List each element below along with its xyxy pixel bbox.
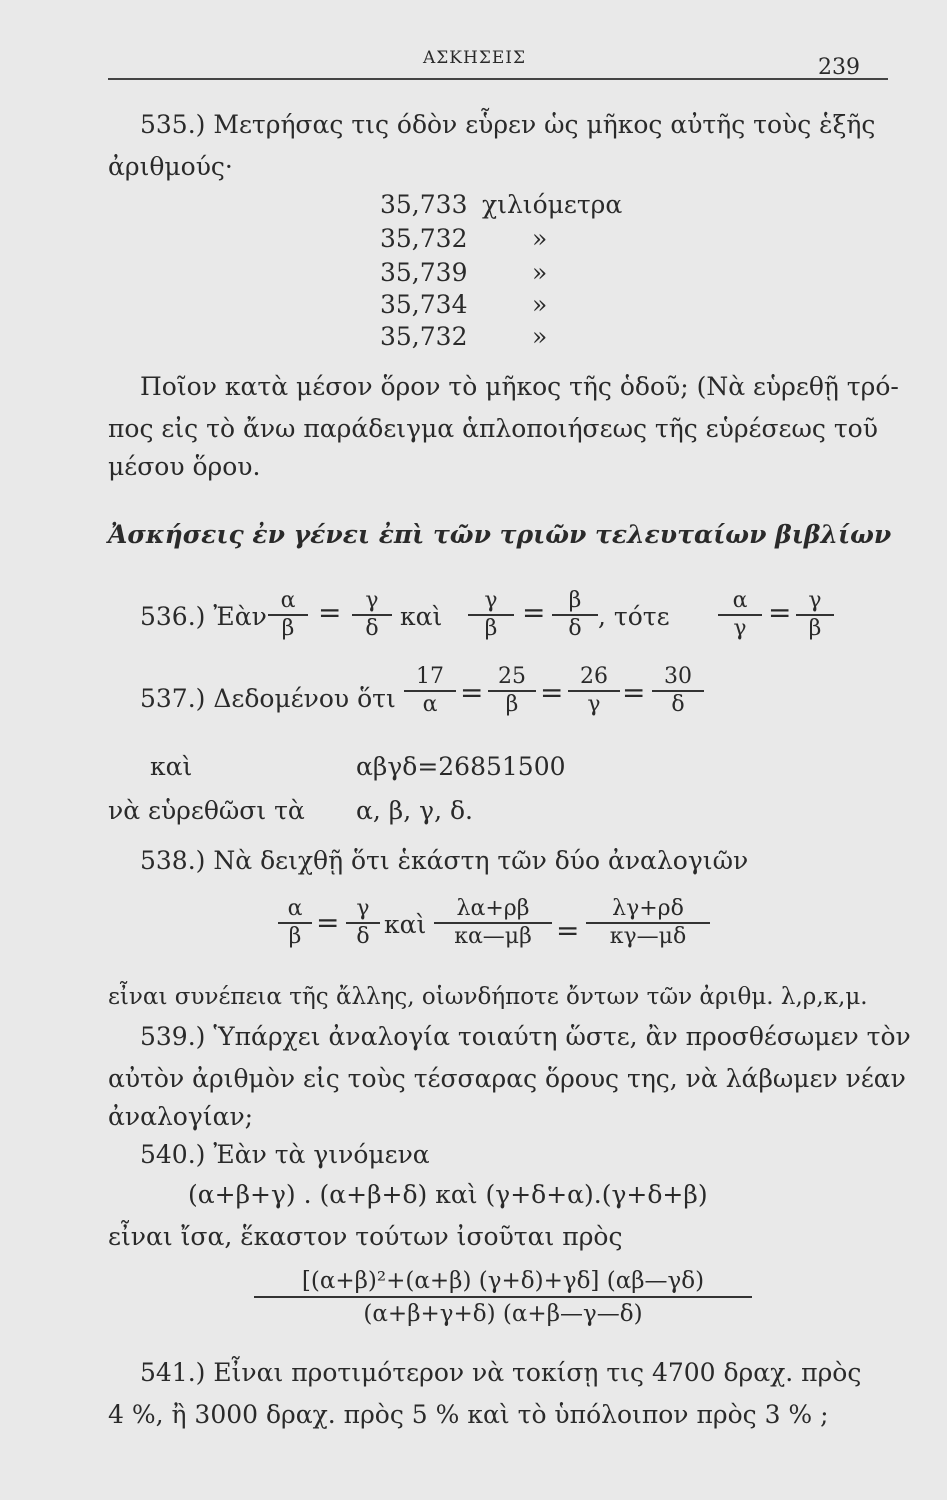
ex537-label: 537.) Δεδομένου ὅτι (140, 684, 396, 713)
measurement-value: 35,732 (380, 322, 468, 351)
ex538-conclusion: εἶναι συνέπεια τῆς ἄλλης, οἱωνδήποτε ὄντων τῶν ἀριθμ. λ,ρ,κ,μ. (108, 984, 868, 1010)
measurement-value: 35,732 (380, 224, 468, 253)
ex540-line3: εἶναι ἴσα, ἕκαστον τούτων ἰσοῦται πρὸς (108, 1222, 623, 1251)
fraction: $\frac{\gamma}{\beta}$ (796, 588, 834, 642)
fraction: $\frac{\alpha}{\gamma}$ (718, 588, 762, 642)
fraction: $\frac{\gamma}{\beta}$ (468, 588, 514, 642)
ex540-line1: 540.) Ἐὰν τὰ γινόμενα (140, 1140, 430, 1169)
ex535-question-line3: μέσου ὅρου. (108, 452, 261, 481)
ex540-products: (α+β+γ) . (α+β+δ) καὶ (γ+δ+α).(γ+δ+β) (188, 1180, 708, 1209)
section-heading: Ἀσκήσεις ἐν γένει ἐπὶ τῶν τριῶν τελευταίων βιβλίων (108, 520, 892, 549)
page-number: 239 (818, 55, 860, 80)
equals-sign: = (540, 676, 564, 709)
ex537-and: καὶ (150, 752, 193, 781)
ex539-line2: αὐτὸν ἀριθμὸν εἰς τοὺς τέσσαρας ὅρους της, νὰ λάβωμεν νέαν (108, 1064, 906, 1093)
big-fraction: $\frac{\text{[(α+β)²+(α+β) (γ+δ)+γδ] (αβ—γδ)}}{(\alpha+\beta+\gamma+\delta) (\alpha+\beta—\gamma—\delta)}$ (254, 1266, 752, 1330)
measurement-unit: » (532, 224, 548, 253)
equals-sign: = (316, 906, 340, 939)
equals-sign: = (522, 596, 546, 629)
fraction: $\frac{\lambda\gamma+\rho\delta}{\kappa\gamma—\mu\delta}$ (586, 896, 710, 950)
measurement-unit: χιλιόμετρα (482, 190, 623, 219)
fraction: $\frac{\gamma}{\delta}$ (352, 588, 392, 642)
measurement-unit: » (532, 258, 548, 287)
ex538-and: καὶ (384, 910, 427, 939)
measurement-value: 35,739 (380, 258, 468, 287)
ex541-line1: 541.) Εἶναι προτιμότερον νὰ τοκίσῃ τις 4700 δραχ. πρὸς (140, 1358, 862, 1387)
fraction: $\frac{\alpha}{\beta}$ (268, 588, 308, 642)
ex535-intro-line1: 535.) Μετρήσας τις όδὸν εὗρεν ὡς μῆκος αὐτῆς τοὺς ἑξῆς (140, 110, 876, 139)
equals-sign: = (318, 596, 342, 629)
fraction: $\frac{17}{\alpha}$ (404, 664, 456, 718)
measurement-unit: » (532, 290, 548, 319)
measurement-value: 35,733 (380, 190, 468, 219)
equals-sign: = (622, 676, 646, 709)
ex541-line2: 4 %, ἢ 3000 δραχ. πρὸς 5 % καὶ τὸ ὑπόλοιπον πρὸς 3 % ; (108, 1400, 829, 1429)
fraction: $\frac{\beta}{\delta}$ (552, 588, 598, 642)
ex535-question-line2: πος εἰς τὸ ἄνω παράδειγμα ἁπλοποιήσεως τῆς εὑρέσεως τοῦ (108, 414, 878, 443)
running-header: ΑΣΚΗΣΕΙΣ (423, 48, 526, 68)
ex539-line1: 539.) Ὑπάρχει ἀναλογία τοιαύτη ὥστε, ἂν προσθέσωμεν τὸν (140, 1022, 911, 1051)
ex537-unknowns: α, β, γ, δ. (356, 796, 473, 825)
ex538-label: 538.) Νὰ δειχθῇ ὅτι ἑκάστη τῶν δύο ἀναλογιῶν (140, 846, 749, 875)
measurement-unit: » (532, 322, 548, 351)
ex537-find: νὰ εὑρεθῶσι τὰ (108, 796, 305, 825)
header-rule (108, 78, 888, 80)
fraction: $\frac{\gamma}{\delta}$ (346, 896, 380, 950)
fraction: $\frac{26}{\gamma}$ (568, 664, 620, 718)
fraction: $\frac{25}{\beta}$ (488, 664, 536, 718)
ex536-and: καὶ (400, 602, 443, 631)
fraction: $\frac{30}{\delta}$ (652, 664, 704, 718)
ex539-line3: ἀναλογίαν; (108, 1102, 254, 1131)
equals-sign: = (556, 914, 580, 947)
ex536-label: 536.) Ἐὰν (140, 602, 267, 631)
ex535-intro-line2: ἀριθμούς· (108, 152, 233, 181)
ex537-product: αβγδ=26851500 (356, 752, 566, 781)
equals-sign: = (460, 676, 484, 709)
fraction: $\frac{\alpha}{\beta}$ (278, 896, 312, 950)
measurement-value: 35,734 (380, 290, 468, 319)
ex535-question-line1: Ποῖον κατὰ μέσον ὅρον τὸ μῆκος τῆς ὁδοῦ; (Νὰ εὑρεθῇ τρό- (140, 372, 899, 401)
fraction: $\frac{\lambda\alpha+\rho\beta}{\kappa\alpha—\mu\beta}$ (434, 896, 552, 950)
ex536-then: , τότε (598, 602, 670, 631)
equals-sign: = (768, 596, 792, 629)
